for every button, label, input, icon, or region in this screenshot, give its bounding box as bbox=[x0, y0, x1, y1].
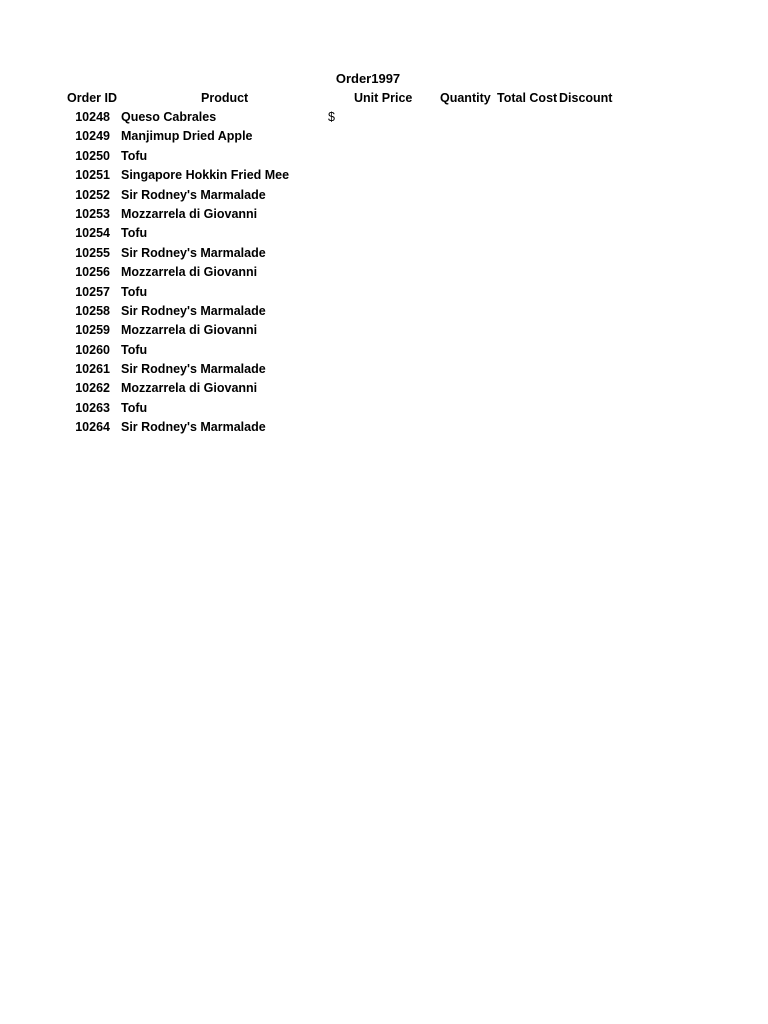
table-row bbox=[0, 207, 768, 226]
product-cell: Mozzarrela di Giovanni bbox=[121, 265, 258, 280]
table-row bbox=[0, 362, 768, 381]
order-id-cell: 10250 bbox=[75, 148, 110, 163]
header-order-id: Order ID bbox=[67, 91, 118, 105]
product-cell: Sir Rodney's Marmalade bbox=[121, 362, 266, 377]
order-id-cell: 10254 bbox=[75, 226, 110, 241]
header-unit-price: Unit Price bbox=[354, 91, 413, 105]
table-row bbox=[0, 401, 768, 420]
table-row bbox=[0, 265, 768, 284]
order-id-cell: 10263 bbox=[75, 400, 110, 415]
table-row bbox=[0, 343, 768, 362]
order-id-cell: 10255 bbox=[75, 245, 110, 260]
product-cell: Tofu bbox=[121, 284, 148, 299]
order-id-cell: 10258 bbox=[75, 303, 110, 318]
table-row bbox=[0, 304, 768, 323]
product-cell: Sir Rodney's Marmalade bbox=[121, 303, 266, 318]
product-cell: Manjimup Dried Apple bbox=[121, 129, 253, 144]
product-cell: Tofu bbox=[121, 226, 148, 241]
table-row bbox=[0, 246, 768, 265]
table-row bbox=[0, 129, 768, 148]
order-id-cell: 10253 bbox=[75, 206, 110, 221]
order-id-cell: 10261 bbox=[75, 362, 110, 377]
order-id-cell: 10257 bbox=[75, 284, 110, 299]
table-row bbox=[0, 168, 768, 187]
order-id-cell: 10264 bbox=[75, 420, 110, 435]
product-cell: Queso Cabrales bbox=[121, 110, 217, 124]
order-id-cell: 10259 bbox=[75, 323, 110, 338]
header-total-cost: Total Cost bbox=[497, 91, 558, 105]
order-id-cell: 10260 bbox=[75, 342, 110, 357]
product-cell: Tofu bbox=[121, 400, 148, 415]
table-row bbox=[0, 149, 768, 168]
sheet-title: Order1997 bbox=[335, 71, 401, 86]
product-cell: Tofu bbox=[121, 148, 148, 163]
table-row bbox=[0, 110, 768, 129]
table-row bbox=[0, 226, 768, 245]
product-cell: Mozzarrela di Giovanni bbox=[121, 381, 258, 396]
table-row bbox=[0, 381, 768, 400]
unit-price-cell: $ bbox=[328, 110, 335, 124]
order-id-cell: 10248 bbox=[75, 110, 110, 124]
order-id-cell: 10251 bbox=[75, 168, 110, 183]
table-row bbox=[0, 323, 768, 342]
table-row bbox=[0, 188, 768, 207]
product-cell: Singapore Hokkin Fried Mee bbox=[121, 168, 290, 183]
order-id-cell: 10252 bbox=[75, 187, 110, 202]
table-row bbox=[0, 285, 768, 304]
order-id-cell: 10249 bbox=[75, 129, 110, 144]
table-row bbox=[0, 420, 768, 439]
header-discount: Discount bbox=[559, 91, 613, 105]
product-cell: Sir Rodney's Marmalade bbox=[121, 420, 266, 435]
product-cell: Sir Rodney's Marmalade bbox=[121, 245, 266, 260]
order-id-cell: 10262 bbox=[75, 381, 110, 396]
product-cell: Sir Rodney's Marmalade bbox=[121, 187, 266, 202]
product-cell: Mozzarrela di Giovanni bbox=[121, 323, 258, 338]
order-table-body bbox=[0, 110, 768, 440]
product-cell: Mozzarrela di Giovanni bbox=[121, 206, 258, 221]
order-id-cell: 10256 bbox=[75, 265, 110, 280]
header-quantity: Quantity bbox=[440, 91, 491, 105]
product-cell: Tofu bbox=[121, 342, 148, 357]
header-product: Product bbox=[201, 91, 249, 105]
